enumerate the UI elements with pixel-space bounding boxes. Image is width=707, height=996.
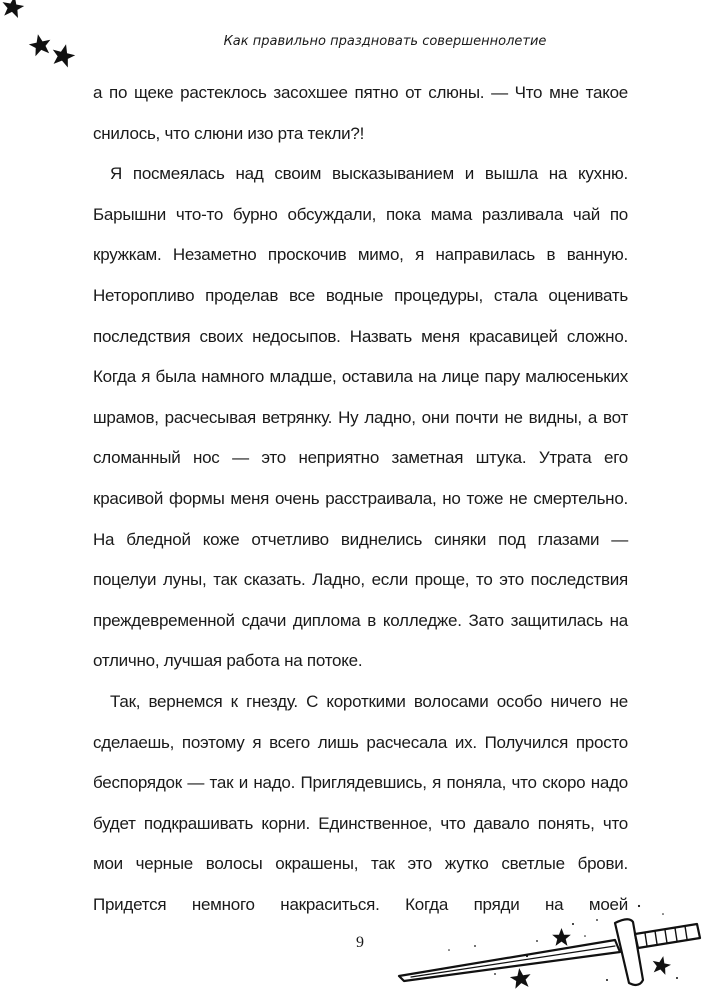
page-number: 9 <box>356 934 364 951</box>
star-icon <box>49 42 77 69</box>
sword-with-stars-icon <box>377 886 707 996</box>
star-icon <box>27 32 53 57</box>
sword-blade <box>399 940 620 981</box>
star-icon <box>509 967 532 990</box>
star-icon <box>552 928 571 946</box>
paragraph: Я посмеялась над своим высказыванием и вышла на кухню. Барышни что-то бурно обсуждали, пока мама разливала чай по кружкам. Незаметно проскочив мимо, я направилась в ванную. Неторопливо проделав все водные процедуры, стала оценивать последствия своих недосыпов. Назвать меня красавицей сложно. Когда я была намного младше, оставила на лице пару малюсеньких шрамов, расчесывая ветрянку. Ну ладно, они почти не видны, а вот сломанный нос — это неприятно заметная штука. Утрата его красивой формы меня очень расстраивала, но тоже не смертельно. На бледной коже отчетливо виднелись синяки под глазами — поцелуи луны, так сказать. Ладно, если проще, то это последствия преждевременной сдачи диплома в колледже. Зато защитилась на отлично, лучшая работа на потоке. <box>93 164 628 671</box>
star-icon <box>650 954 672 975</box>
body-text <box>93 73 628 925</box>
paragraph: Так, вернемся к гнезду. С короткими волосами особо ничего не сделаешь, поэтому я всего лишь расчесала их. Получился просто беспорядок — так и надо. Приглядевшись, я поняла, что скоро надо будет подкрашивать корни. Единственное, что давало понять, что мои черные волосы окрашены, так это жутко светлые брови. Придется немного накраситься. Когда пряди на моей <box>93 691 628 914</box>
star-icon <box>0 0 25 19</box>
paragraph: а по щеке растеклось засохшее пятно от слюны. — Что мне такое снилось, что слюни изо рта текли?! <box>93 83 628 143</box>
sword-grip <box>635 924 700 948</box>
running-title: Как правильно праздновать совершеннолетие <box>223 34 547 49</box>
stars-icon <box>0 0 90 80</box>
